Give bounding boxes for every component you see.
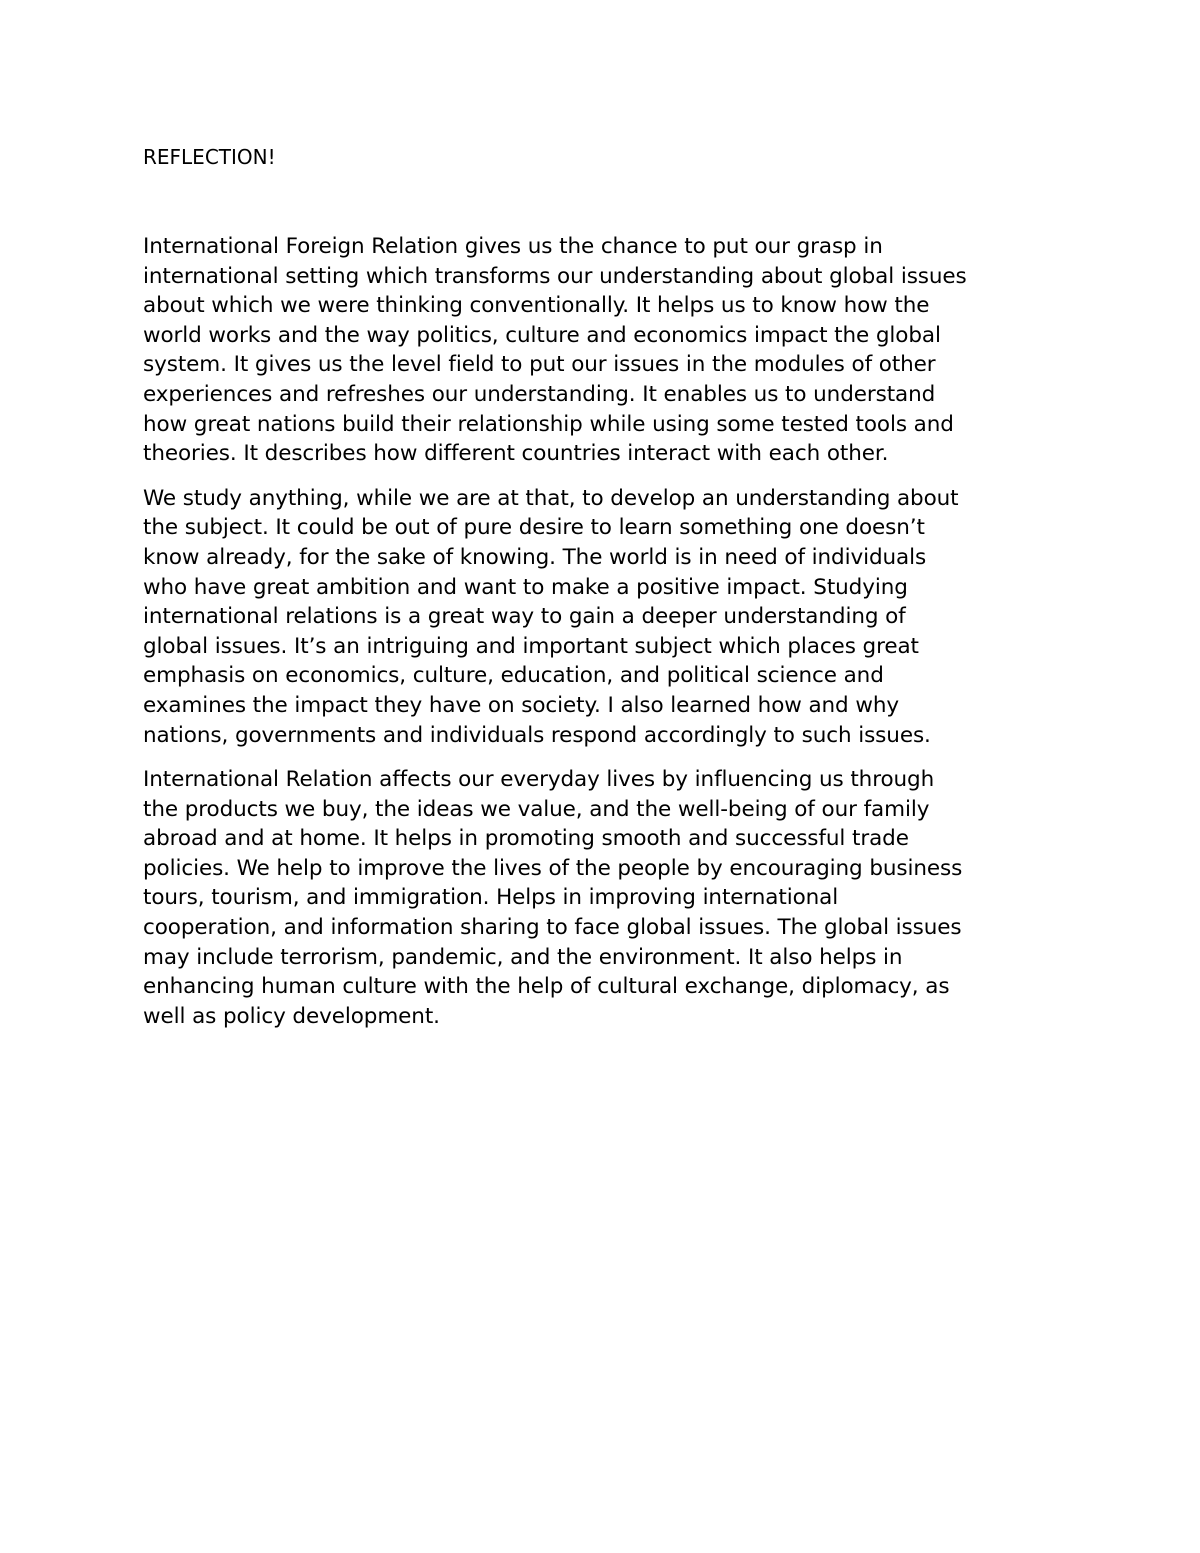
text-line: cooperation, and information sharing to face global issues. The global issues [143,915,962,941]
text-line: international setting which transforms our understanding about global issues [143,263,967,289]
text-line: policies. We help to improve the lives of the people by encouraging business [143,855,963,881]
text-line: tours, tourism, and immigration. Helps in improving international [143,885,839,911]
text-line: the products we buy, the ideas we value, and the well-being of our family [143,796,930,822]
text-line: global issues. It’s an intriguing and important subject which places great [143,633,919,659]
text-line: know already, for the sake of knowing. The world is in need of individuals [143,544,927,570]
text-line: theories. It describes how different countries interact with each other. [143,441,889,467]
text-line: well as policy development. [143,1003,440,1029]
text-line: the subject. It could be out of pure desire to learn something one doesn’t [143,515,925,541]
text-line: examines the impact they have on society. I also learned how and why [143,692,899,718]
text-line: nations, governments and individuals respond accordingly to such issues. [143,722,931,748]
paragraph-3 [143,765,1103,1031]
paragraph-2 [143,484,1103,750]
text-line: international relations is a great way to gain a deeper understanding of [143,604,906,630]
text-line: experiences and refreshes our understanding. It enables us to understand [143,381,936,407]
text-line: enhancing human culture with the help of cultural exchange, diplomacy, as [143,974,950,1000]
text-line: world works and the way politics, culture and economics impact the global [143,322,941,348]
document-title: REFLECTION! [143,145,276,169]
text-line: about which we were thinking conventionally. It helps us to know how the [143,293,930,319]
paragraph-1 [143,232,1103,469]
text-line: who have great ambition and want to make a positive impact. Studying [143,574,908,600]
document-body [143,232,1103,1046]
text-line: system. It gives us the level field to put our issues in the modules of other [143,352,936,378]
text-line: abroad and at home. It helps in promoting smooth and successful trade [143,826,909,852]
text-line: how great nations build their relationship while using some tested tools and [143,411,954,437]
text-line: We study anything, while we are at that, to develop an understanding about [143,485,959,511]
text-line: International Relation affects our everyday lives by influencing us through [143,767,935,793]
text-line: emphasis on economics, culture, education, and political science and [143,663,884,689]
text-line: may include terrorism, pandemic, and the environment. It also helps in [143,944,903,970]
text-line: International Foreign Relation gives us the chance to put our grasp in [143,234,883,259]
